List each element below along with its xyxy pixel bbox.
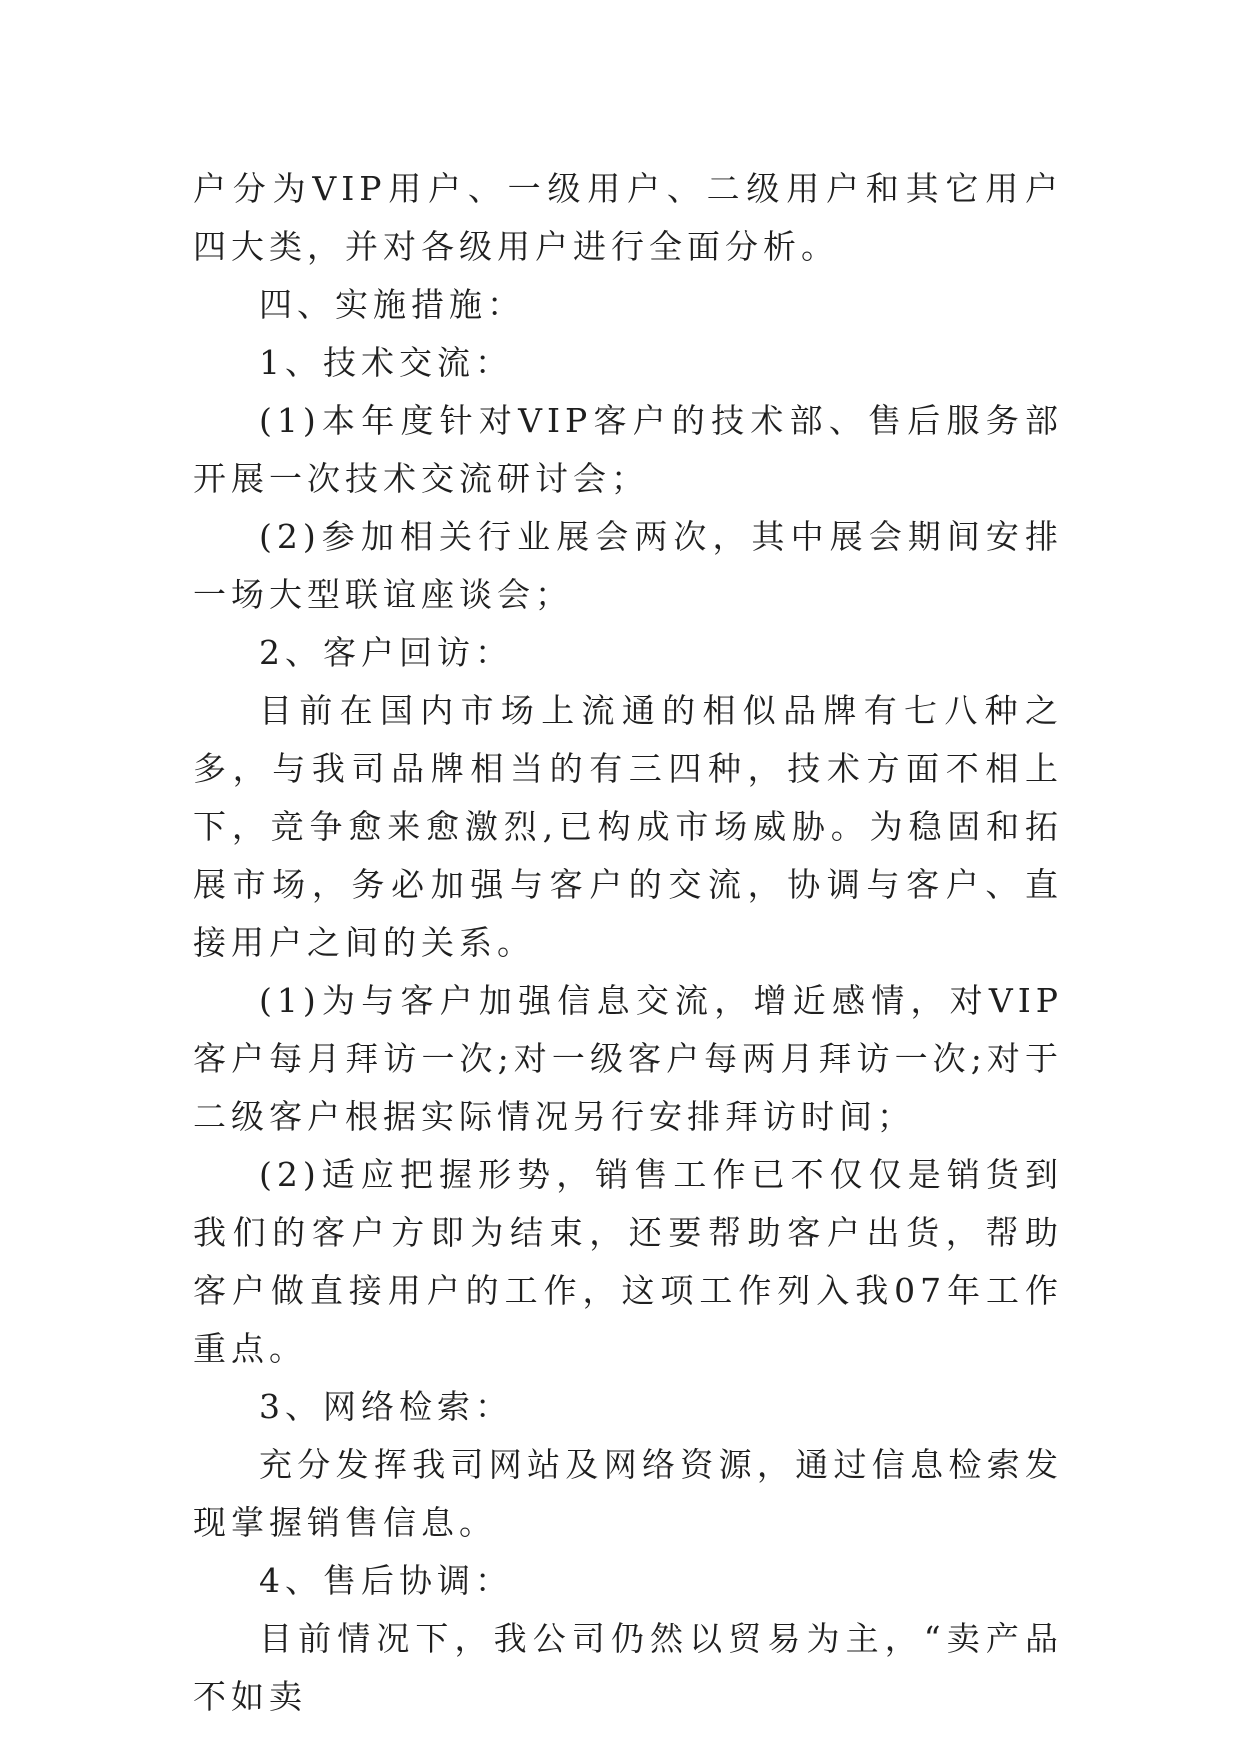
subsection-heading: 2、客户回访：	[259, 633, 513, 672]
paragraph: 充分发挥我司网站及网络资源，通过信息检索发现掌握销售信息。	[193, 1445, 1063, 1542]
subsection-heading: 4、售后协调：	[259, 1561, 513, 1600]
section-heading: 四、实施措施：	[259, 285, 525, 324]
paragraph: 目前情况下，我公司仍然以贸易为主，“卖产品不如卖	[193, 1619, 1063, 1716]
subsection-heading: 3、网络检索：	[259, 1387, 513, 1426]
paragraph: (1)为与客户加强信息交流，增近感情，对VIP客户每月拜访一次;对一级客户每两月拜访一次;对于二级客户根据实际情况另行安排拜访时间；	[193, 981, 1063, 1136]
subsection-heading: 1、技术交流：	[259, 343, 513, 382]
document-body	[193, 160, 1063, 1726]
paragraph: 目前在国内市场上流通的相似品牌有七八种之多，与我司品牌相当的有三四种，技术方面不相上下，竞争愈来愈激烈,已构成市场威胁。为稳固和拓展市场，务必加强与客户的交流，协调与客户、直接用户之间的关系。	[193, 691, 1063, 962]
paragraph: (1)本年度针对VIP客户的技术部、售后服务部开展一次技术交流研讨会；	[193, 401, 1063, 498]
paragraph: (2)适应把握形势，销售工作已不仅仅是销货到我们的客户方即为结束，还要帮助客户出货，帮助客户做直接用户的工作，这项工作列入我07年工作重点。	[193, 1155, 1063, 1368]
paragraph: (2)参加相关行业展会两次，其中展会期间安排一场大型联谊座谈会；	[193, 517, 1063, 614]
paragraph: 户分为VIP用户、一级用户、二级用户和其它用户四大类，并对各级用户进行全面分析。	[193, 169, 1063, 266]
